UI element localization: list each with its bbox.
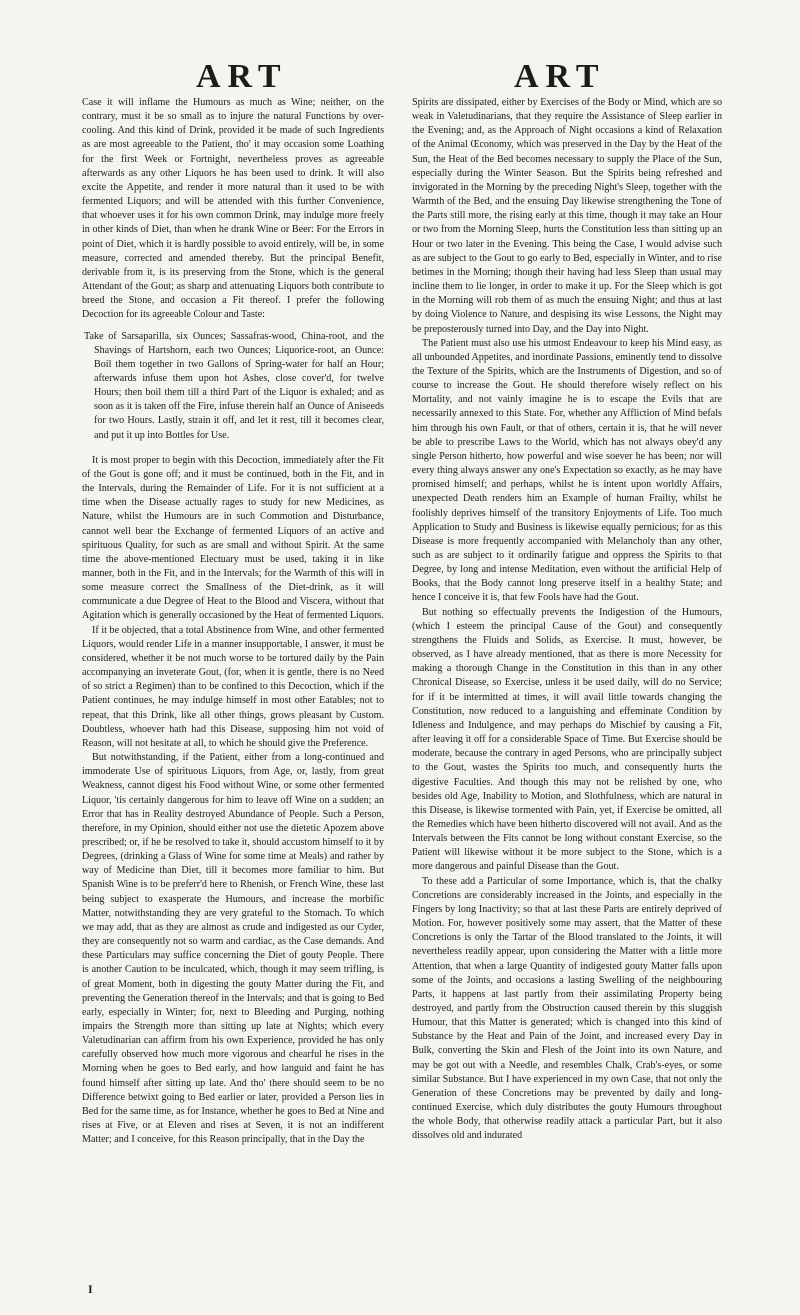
paragraph: The Patient must also use his utmost Endeavour to keep his Mind easy, as all unbounded Appetites, and inordinate Passions, eminently tend to dissolve the Texture of the Spirits, which are the Instruments of Digestion, and so of course to increase the Gout. He should therefore wisely reflect on his Mortality, and not vainly imagine he is to escape the Evils that are necessarily annexed to this State. For, whether any Affliction of Mind befals him through his own Fault, or that of others, certain it is, that he will never be able to prescribe Laws to the World, which has not always obey'd any single Person hitherto, how powerful and wise soever he has been; nor will every thing always answer any one's Expectation so exactly, as he may have promised himself; and perhaps, whilst he is intent upon worldly Affairs, unexpected Death renders him an Example of human Frailty, whilst he foolishly deprives himself of the transitory Enjoyments of Life. Too much Application to Study and Business is likewise equally pernicious; for as this Disease is more frequently accompanied with Melancholy than any other, such as are subject to it ordinarily fatigue and oppress the Spirits to that Degree, by long and intense Meditation, even without the artificial Help of Books, that the Body cannot long preserve itself in a healthy State; and hence I conceive it is, that few Fools have had the Gout. — [412, 337, 722, 604]
running-head-right: ART — [514, 58, 606, 95]
paragraph: If it be objected, that a total Abstinence from Wine, and other fermented Liquors, would render Life in a manner insupportable, I answer, it must be considered, whether it be not much worse to be tortured daily by the Pain accompanying an inveterate Gout, (for, when it is gentle, there is no Need of so strict a Regimen) than to be confined to this Decoction, which if the Patient continues, he may indulge himself in most other Eatables; not to repeat, that this Drink, like all other things, grows pleasant by Custom. Doubtless, whoever hath had this Disease, supposing him not void of Reason, will not hesitate at all, to which he should give the Preference. — [82, 624, 384, 749]
paragraph: It is most proper to begin with this Decoction, immediately after the Fit of the Gout is gone off; and it must be continued, both in the Fit, and in the Intervals, during the Remainder of Life. For it is not sufficient at a time when the Disease actually rages to study for new Medicines, as Nature, whilst the Humours are in such Commotion and Disturbance, cannot well bear the Exchange of fermented Liquors of an active and spirituous Quality, for such as are small and without Spirit. At the same time the above-mentioned Electuary must be used, taking it in like manner, both in the Fit, and in the Intervals; for the Warmth of this will in some measure correct the Smallness of the Diet-drink, as it will communicate a due Degree of Heat to the Blood and Viscera, without that Agitation which is generally occasioned by the Heat of fermented Liquors. — [82, 454, 384, 622]
paragraph: But notwithstanding, if the Patient, either from a long-continued and immoderate Use of spirituous Liquors, from Age, or, lastly, from great Weakness, cannot digest his Food without Wine, or some other fermented Liquor, 'tis certainly dangerous for him to leave off Wine on a sudden; an Error that has in Reality destroyed Abundance of People. Such a Person, therefore, in my Opinion, should either not use the dietetic Apozem above prescribed; or, if he be resolved to take it, should accustom himself to it by Degrees, (drinking a Glass of Wine for some time at Meals) and rather by way of Medicine than Diet, till it becomes more familiar to him. But Spanish Wine is to be preferr'd here to Rhenish, or French Wine, these last being subject to exasperate the Humours, and increase the morbific Matter, notwithstanding they are very grateful to the Stomach. To which we may add, that as they are almost as crude and indigested as our Cyder, they are consequently not so warm and cardiac, as the Case demands. And these Particulars may suffice concerning the Diet of gouty People. There is another Caution to be inculcated, which, though it may seem trifling, is of great Moment, both in digesting the gouty Matter during the Fit, and preventing the Generation thereof in the Intervals; and that is going to Bed early, especially in Winter; for, next to Bleeding and Purging, nothing impairs the Strength more than sitting up late at Nights; which every Valetudinarian can affirm from his own Experience, provided he has only carefully observed how much more vigorous and chearful he rises in the Morning when he goes to Bed early, and how languid and faint he has found himself after sitting up late. And tho' there should seem to be no Difference betwixt going to Bed earlier or later, provided a Person lies in Bed for the same time, as for Instance, whether he goes to Bed at Nine and rises at Five, or at Eleven and rises at Seven, it is not an indifferent Matter; and I conceive, for this Reason principally, that in the Day the — [82, 752, 384, 1146]
left-column — [82, 96, 384, 1246]
paragraph: But nothing so effectually prevents the Indigestion of the Humours, (which I esteem the principal Cause of the Gout) and consequently strengthens the Fluids and Solids, as Exercise. It must, however, be observed, as I have already mentioned, that as there is more Necessity for making a thorough Change in the Constitution in this than in any other Chronical Disease, so Exercise, unless it be used daily, will do no Service; for if it be intermitted at times, it will avail little towards changing the Constitution, now reduced to a languishing and effeminate Condition by Idleness and Indulgence, and may perhaps do Mischief by causing a Fit, after leaving it off for a considerable Space of Time. But Exercise should be moderate, because the contrary in aged Persons, who are principally subject to the Gout, wastes the Spirits too much, and consequently hurts the digestive Faculties. And though this may not be relished by one, who besides old Age, Inability to Motion, and Slothfulness, which are natural in this Disease, is likewise tormented with Pain, yet, if Exercise be omitted, all the Remedies which have been hitherto discovered will not avail. And as the Intervals between the Fits cannot be long without constant Exercise, so the Patient will likewise without it be more subject to the Stone, which is a more dangerous and painful Disease than the Gout. — [412, 606, 722, 873]
right-column — [412, 96, 722, 1241]
signature-mark: I — [88, 1282, 93, 1296]
running-head-left: ART — [196, 58, 288, 95]
paragraph: Case it will inflame the Humours as much as Wine; neither, on the contrary, must it be so small as to injure the natural Functions by over-cooling. And this kind of Drink, provided it be made of such Ingredients as are most agreeable to the Patient, tho' it may occasion some Loathing for the first Week or Fortnight, nevertheless proves as agreeable afterwards as any other Liquors he has been used to drink. It will also excite the Appetite, and render it more natural than it used to be with fermented Liquors; and will be attended with this further Convenience, that whoever uses it for his own common Drink, may indulge more freely in other kinds of Diet, than when he drank Wine or Beer: For the Errors in point of Diet, which it is hardly possible to avoid entirely, will be, in some measure, corrected and amended thereby. But the principal Benefit, derivable from it, is its preserving from the Stone, which is the general Attendant of the Gout; as sharp and attenuating Liquors both contribute to breed the Stone, and occasion a Fit thereof. I prefer the following Decoction for its agreeable Colour and Taste: — [82, 97, 384, 321]
paragraph: Spirits are dissipated, either by Exercises of the Body or Mind, which are so weak in Valetudinarians, that they require the Assistance of Sleep earlier in the Evening; and, as the Approach of Night occasions a kind of Relaxation of the Animal Œconomy, which was preserved in the Day by the Heat of the Sun, the Heat of the Bed becomes necessary to supply the Place of the Sun, especially during the Winter Season. But the Spirits being refreshed and invigorated in the Morning by the preceding Night's Sleep, together with the Warmth of the Bed, and the ensuing Day likewise strengthening the Tone of the Parts still more, the rising early at this time, though it may take an Hour or two from the Morning Sleep, hurts the Constitution less than sitting up an Hour or two later in the Evening. This being the Case, I would advise such as are subject to the Gout to go early to Bed, especially in Winter, and to rise betimes in the Morning; though their having had less Sleep than usual may incline them to lie longer, in order to make it up. For the Sleep which is got in the Morning will rob them of as much the ensuing Night; and thus at last by doing Violence to Nature, and despising its wise Lessons, the Night may be preposterously turned into Day, and the Day into Night. — [412, 97, 722, 335]
paragraph: To these add a Particular of some Importance, which is, that the chalky Concretions are considerably increased in the Joints, and especially in the Fingers by long Inactivity; so that at last these Parts are entirely deprived of Motion. For, however positively some may assert, that the Matter of these Concretions is only the Tartar of the Blood translated to the Joints, it will nevertheless readily appear, upon considering the Matter with a little more Attention, that when a large Quantity of indigested gouty Matter falls upon some of the Joints, and occasions a lasting Swelling of the neighbouring Parts, it happens at last partly from their assimilating Property being destroyed, and partly from the Obstruction caused therein by this sluggish Humour, that this Matter is generated; which is changed into this kind of Substance by the Heat and Pain of the Joint, and increased every Day in Bulk, converting the Skin and Flesh of the Joint into its own Nature, and may be got out with a Needle, and resembles Chalk, Crab's-eyes, or some similar Substance. But I have experienced in my own Case, that not only the Generation of these Concretions may be prevented by daily and long-continued Exercise, which duly distributes the gouty Humours throughout the whole Body, that otherwise readily attack a particular Part, but it also dissolves old and indurated — [412, 875, 722, 1142]
recipe-paragraph: Take of Sarsaparilla, six Ounces; Sassafras-wood, China-root, and the Shavings of Hartshorn, each two Ounces; Liquorice-root, an Ounce: Boil them together in two Gallons of Spring-water for half an Hour; afterwards infuse them upon hot Ashes, close cover'd, for twelve Hours; then boil them till a third Part of the Liquor is exhaled; and as soon as it is taken off the Fire, infuse therein half an Ounce of Aniseeds for two Hours. Lastly, strain it off, and let it rest, till it becomes clear, and put it up into Bottles for Use. — [84, 330, 384, 441]
